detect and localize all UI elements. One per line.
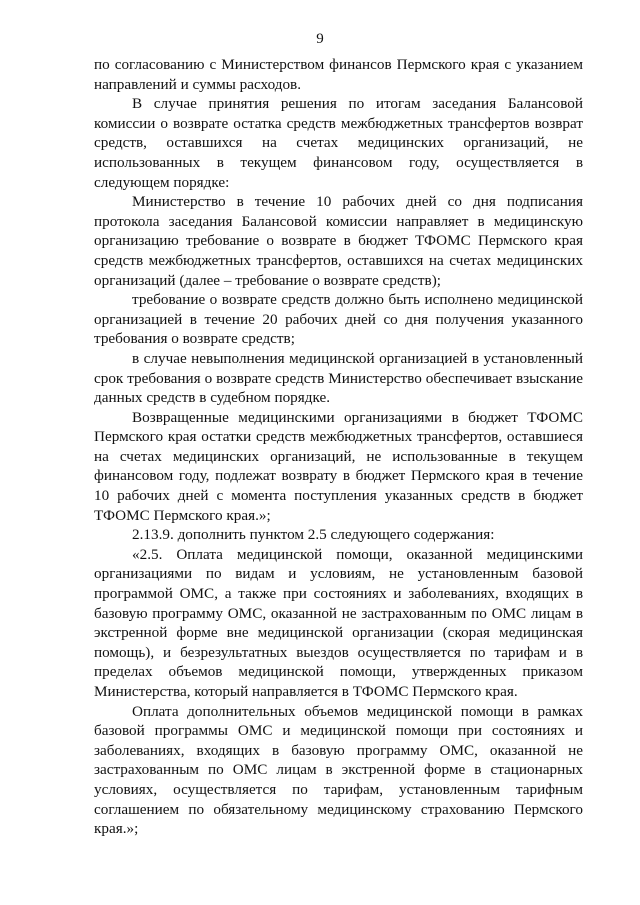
paragraph-continuation: по согласованию с Министерством финансов Пермского края с указанием направлений и суммы расходов. — [94, 56, 583, 93]
paragraph-returned-funds: Возвращенные медицинскими организациями в бюджет ТФОМС Пермского края остатки средств межбюджетных трансфертов, оставшиеся на счетах медицинских организаций, не использованные в текущем финансовом году, подлежат возврату в бюджет Пермского края в течение 10 рабочих дней с момента поступления указанных средств в бюджет ТФОМС Пермского края.»; — [94, 408, 583, 524]
paragraph-judicial-recovery: в случае невыполнения медицинской организацией в установленный срок требования о возврате средств Министерство обеспечивает взыскание данных средств в судебном порядке. — [94, 349, 583, 407]
paragraph-requirement-deadline: требование о возврате средств должно быть исполнено медицинской организацией в течение 20 рабочих дней со дня получения указанного требования о возврате средств; — [94, 291, 583, 348]
paragraph-ministry-requirement: Министерство в течение 10 рабочих дней со дня подписания протокола заседания Балансовой комиссии направляет в медицинскую организацию требование о возврате в бюджет ТФОМС Пермского края средств межбюджетных трансфертов, оставшихся на счетах медицинских организаций (далее – требование о возврате средств); — [94, 193, 583, 289]
paragraph-additional-volumes: Оплата дополнительных объемов медицинской помощи в рамках базовой программы ОМС и медицинской помощи при состояниях и заболеваниях, входящих в базовую программу ОМС, оказанной не застрахованным по ОМС лицам в экстренной форме в стационарных условиях, осуществляется по тарифам, установленным тарифным соглашением по обязательному медицинскому страхованию Пермского края.»; — [94, 702, 583, 838]
paragraph-balance-commission-decision: В случае принятия решения по итогам заседания Балансовой комиссии о возврате остатка средств межбюджетных трансфертов возврат средств, оставшихся на счетах медицинских организаций, не использованных в текущем финансовом году, осуществляется в следующем порядке: — [94, 95, 583, 191]
paragraph-amendment-2-13-9: 2.13.9. дополнить пунктом 2.5 следующего содержания: — [132, 526, 495, 544]
page-number: 9 — [316, 31, 324, 47]
paragraph-clause-2-5: «2.5. Оплата медицинской помощи, оказанной медицинскими организациями по видам и условиям, не установленным базовой программой ОМС, а также при состояниях и заболеваниях, входящих в базовую программу ОМС, оказанной не застрахованным по ОМС лицам в экстренной форме вне медицинской организации (скорая медицинская помощь), и безрезультатных выездов осуществляется по тарифам и в пределах объемов медицинской помощи, утвержденных приказом Министерства, который направляется в ТФОМС Пермского края. — [94, 545, 583, 700]
document-body — [94, 55, 583, 839]
